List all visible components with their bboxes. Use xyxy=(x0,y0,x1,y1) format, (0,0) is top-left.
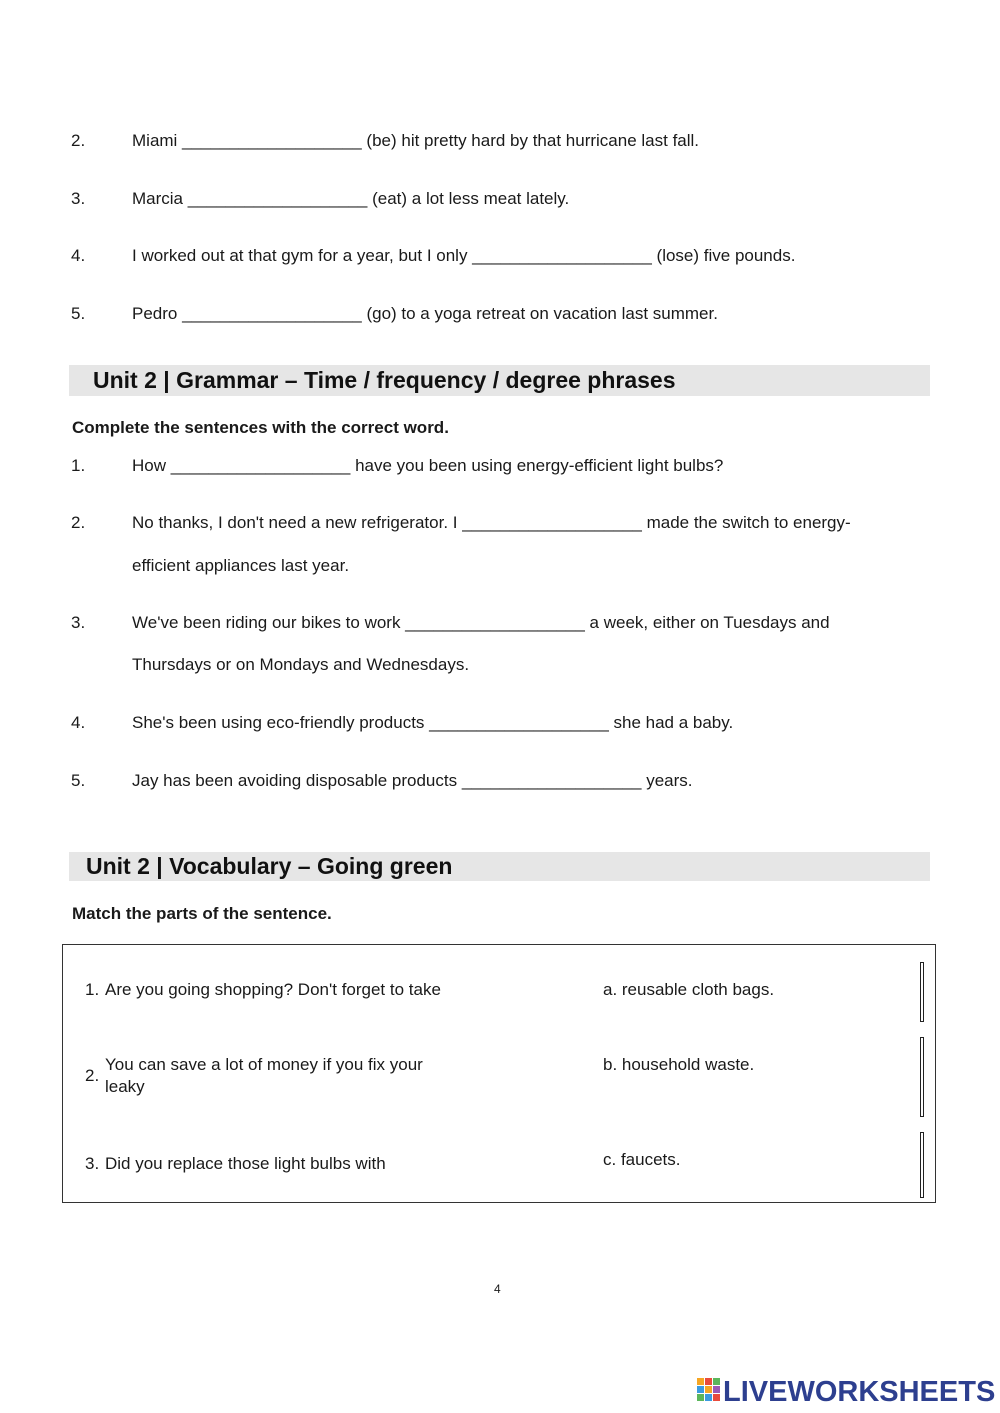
match-drop-slot[interactable] xyxy=(920,962,924,1022)
item-number: 5. xyxy=(71,304,86,323)
match-right-option[interactable]: c. faucets. xyxy=(603,1150,681,1169)
sentence-text-continued: efficient appliances last year. xyxy=(132,556,350,575)
liveworksheets-logo-icon xyxy=(697,1378,721,1408)
sentence-text[interactable]: Marcia ___________________ (eat) a lot less meat lately. xyxy=(132,189,570,208)
sentence-text[interactable]: Pedro ___________________ (go) to a yoga retreat on vacation last summer. xyxy=(132,304,718,323)
match-left-text-continued: leaky xyxy=(105,1077,145,1096)
item-number: 2. xyxy=(71,513,86,532)
vocabulary-instruction: Match the parts of the sentence. xyxy=(72,904,332,923)
brand-text: LIVEWORKSHEETS xyxy=(723,1376,996,1408)
vocabulary-section-heading xyxy=(69,852,930,881)
item-number: 3. xyxy=(71,613,86,632)
item-number: 2. xyxy=(71,131,86,150)
match-left-number: 2. xyxy=(85,1066,100,1085)
sentence-text[interactable]: Jay has been avoiding disposable products ___________________ years. xyxy=(132,771,693,790)
sentence-text[interactable]: I worked out at that gym for a year, but I only ___________________ (lose) five pounds. xyxy=(132,246,796,265)
item-number: 5. xyxy=(71,771,86,790)
sentence-text[interactable]: She's been using eco-friendly products ___________________ she had a baby. xyxy=(132,713,734,732)
vocabulary-heading-text: Unit 2 | Vocabulary – Going green xyxy=(86,853,453,879)
item-number: 4. xyxy=(71,246,86,265)
match-left-text: You can save a lot of money if you fix your xyxy=(105,1055,423,1074)
item-number: 1. xyxy=(71,456,86,475)
item-number: 4. xyxy=(71,713,86,732)
match-right-option[interactable]: a. reusable cloth bags. xyxy=(603,980,775,999)
liveworksheets-logo xyxy=(697,1376,995,1410)
match-drop-slot[interactable] xyxy=(920,1037,924,1117)
grammar-section-heading xyxy=(69,365,930,396)
item-number: 3. xyxy=(71,189,86,208)
match-left-number: 3. xyxy=(85,1154,100,1173)
grammar-instruction: Complete the sentences with the correct word. xyxy=(72,418,449,437)
sentence-text-continued: Thursdays or on Mondays and Wednesdays. xyxy=(132,655,470,674)
matching-box xyxy=(62,944,936,1203)
match-left-text: Are you going shopping? Don't forget to take xyxy=(105,980,441,999)
match-drop-slot[interactable] xyxy=(920,1132,924,1198)
match-right-option[interactable]: b. household waste. xyxy=(603,1055,755,1074)
match-left-text: Did you replace those light bulbs with xyxy=(105,1154,386,1173)
grammar-heading-text: Unit 2 | Grammar – Time / frequency / degree phrases xyxy=(93,367,676,393)
sentence-text[interactable]: How ___________________ have you been using energy-efficient light bulbs? xyxy=(132,456,724,475)
match-left-number: 1. xyxy=(85,980,100,999)
page-number: 4 xyxy=(494,1282,501,1296)
sentence-text[interactable]: No thanks, I don't need a new refrigerator. I ___________________ made the switch to energy- xyxy=(132,513,851,532)
sentence-text[interactable]: Miami ___________________ (be) hit pretty hard by that hurricane last fall. xyxy=(132,131,700,150)
sentence-text[interactable]: We've been riding our bikes to work ___________________ a week, either on Tuesdays and xyxy=(132,613,830,632)
